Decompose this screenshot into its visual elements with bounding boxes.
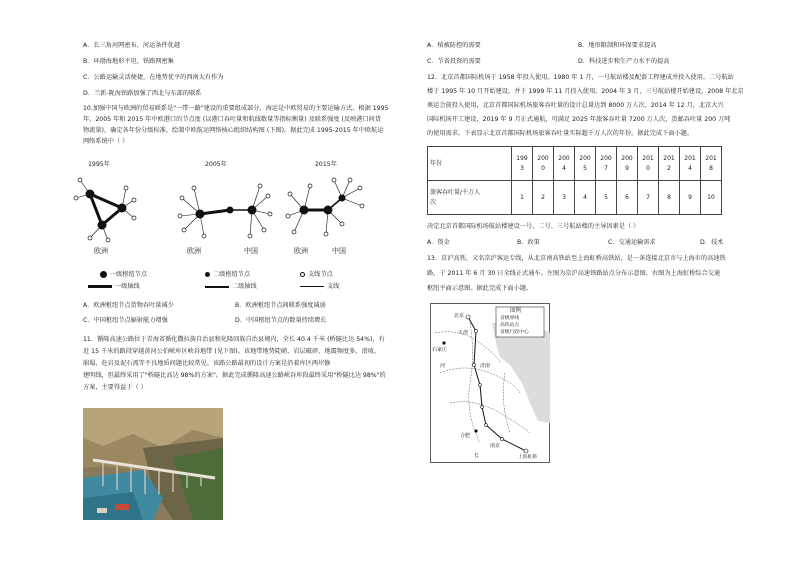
legend-node-2: 二级枢纽节点 [205,270,250,280]
q12-prompt: 决定北京首都国际机场航站楼建设一号、二号、三号航站楼的主导因素是（ ） [427,223,640,230]
map-label-jinan: 济南 [480,363,491,369]
legend-line-1: 一级轴线 [88,282,140,292]
q10-option-b[interactable]: B．欧洲枢纽节点间联系强度减弱 [235,302,326,309]
q10-option-a[interactable]: A．欧洲枢纽节点货物吞吐量减少 [83,302,174,309]
map-label-beijing: 北京 [454,313,465,319]
q10-option-c[interactable]: C．中国枢纽节点辐射能力增强 [83,317,168,324]
q11-line-4: 建明线，但最终采用了"桥隧比高达 98%的方案"。据此完成循隆高速公路峡谷库段最终采用"桥隧比达 98%"的 [83,372,386,379]
region-china-2015: 中国 [332,247,346,255]
q12-option-d[interactable]: D．技术 [700,239,724,246]
map-label-he: 河 [440,363,446,369]
q13-line-1: 13．京沪高铁，又名京沪客运专线，从北京南高铁站至上海虹桥高铁站，是一条连接北京市与上海市的高速铁 [427,255,726,262]
region-china-2005: 中国 [244,247,258,255]
value-cell: 5 [596,181,617,215]
q10-option-d[interactable]: D．中国枢纽节点的数量持续增长 [235,317,327,324]
right-column [410,0,794,562]
value-cell: 9 [680,181,701,215]
q11-option-d[interactable]: D．科技进步和生产力水平的提高 [578,58,670,65]
year-cell: 199 3 [512,147,533,181]
q10-line-1: 10.加强中国与欧洲的贸易联系是"一带一路"建设的重要组成部分，海运是中欧贸易的主要运输方式。根据 1995 [83,105,389,112]
map-label-chang: 长 [474,453,480,459]
q11-line-3: 崩塌、危岩及泥石流等不良地质问题比较常见。该路公路最初的设计方案是沿着库区两岸修 [83,360,331,367]
node-level1-icon [100,271,107,278]
table-row [428,181,722,215]
q12-option-c[interactable]: C．交通运输需求 [608,239,656,246]
q11-line-2: 近 15 千米的路段穿越黄河公伯峡库区峡谷地带 (见下图)。该地带地势陡峭、岩层破碎、地震频度多，滑坡、 [83,348,381,355]
q12-line-5: 的使用需求。下表显示北京首都国际机场旅客吞吐量实际超千万人次的年份。据此完成下面小题。 [427,130,694,137]
q12-line-4: 国际机场开工建设，2019 年 9 月正式通航，可满足 2025 年旅客吞吐量 7200 万人次，货邮吞吐量 200 万吨 [427,116,731,123]
q12-option-b[interactable]: B．政策 [517,239,540,246]
map-legend-title: 图例 [510,308,522,314]
region-europe-1995: 欧洲 [94,247,108,255]
year-cell: 200 9 [617,147,638,181]
q10-line-2: 年、2005 年和 2015 年中欧港口的节点度 (以港口吞吐量和航线数量等指标衡量) 及联系强度 (反映港口间货 [83,116,382,123]
viaduct-photo [83,408,223,520]
graph-2015 [286,178,364,236]
q11-option-a[interactable]: A．植被防控的需要 [427,42,481,49]
option-d-top[interactable]: D．兰新-陇海铁路加强了西北与东部的联系 [83,90,202,97]
year-cell: 201 8 [701,147,722,181]
q11-line-5: 方案，主要得益于（ ） [83,384,147,391]
value-cell: 10 [701,181,722,215]
q13-line-2: 路，于 2011 年 6 月 30 日全线正式通车。左图为京沪高速铁路站点分布示意图，右图为上海虹桥综合交通 [427,270,721,277]
node-level2-icon [205,272,210,277]
option-c-top[interactable]: C．公路运输灵活便捷，在地势优平的西南大有作为 [83,74,224,81]
year-label-2005: 2005年 [205,161,227,168]
year-cell: 200 4 [554,147,575,181]
q13-line-3: 枢纽平面示意图。据此完成下面小题。 [427,285,533,292]
table-header-passengers: 旅客吞吐量/千万人 次 [428,181,512,215]
legend-node-3: 支线节点 [300,270,333,280]
table-header-year: 年份 [428,147,512,181]
network-graphs [72,158,392,258]
table-row [428,147,722,181]
year-label-2015: 2015年 [315,161,337,168]
branch-line-icon [300,286,324,287]
railway-map [430,303,550,463]
q12-option-a[interactable]: A．资金 [427,239,450,246]
node-branch-icon [300,272,305,277]
region-europe-2015: 欧洲 [294,247,308,255]
year-cell: 200 5 [575,147,596,181]
diagram-legend [100,270,400,296]
legend-line-3: 支线 [300,282,339,292]
value-cell: 6 [617,181,638,215]
network-diagram [72,158,392,258]
q11-option-c[interactable]: C．节省投资的需要 [427,58,481,65]
map-label-hefei: 合肥 [460,433,471,439]
option-b-top[interactable]: B．环渤海地形平坦，铁路网密集 [83,58,174,65]
map-label-tianjin: 天津 [458,330,469,336]
q12-line-3: 奥运会前投入使用，北京首都国际机场旅客吞吐量的设计总量达到 8000 万人次。2014 年 12 月，北京大兴 [427,102,724,109]
value-cell: 2 [533,181,554,215]
legend-node-1: 一级枢纽节点 [100,270,147,280]
map-label-shijiazhuang: 石家庄 [432,347,448,353]
option-a-top[interactable]: A．长三角河网密布，河运条件优越 [83,42,181,49]
value-cell: 4 [575,181,596,215]
year-cell: 201 4 [680,147,701,181]
q11-line-1: 11．循隆高速公路位于青海省循化撒拉族自治县和化隆回族自治县境内，全长 40.4 千米 (桥隧比达 54%)，有 [83,336,385,343]
value-cell: 7 [638,181,659,215]
value-cell: 8 [659,181,680,215]
q11-option-b[interactable]: B．地形限制和环保要求提高 [578,42,657,49]
value-cell: 3 [554,181,575,215]
year-cell: 201 0 [638,147,659,181]
graph-1995 [74,178,136,242]
map-drawing [430,303,550,463]
graph-2005 [178,184,272,238]
axis-level2-icon [205,286,229,288]
year-cell: 200 7 [596,147,617,181]
axis-level1-icon [88,285,112,288]
year-cell: 201 2 [659,147,680,181]
year-label-1995: 1995年 [88,161,110,168]
canyon-bridge-illustration [83,408,223,520]
year-cell: 200 0 [533,147,554,181]
map-label-hongqiao: 上海虹桥 [518,455,538,460]
map-label-nanjing: 南京 [490,443,501,449]
map-legend-capital: 省级行政中心 [500,330,529,335]
value-cell: 1 [512,181,533,215]
map-legend-station: 高铁站点 [500,323,520,328]
q12-line-2: 楼于 1995 年 10 月开始建设，并于 1999 年 11 月投入使用。2004 年 3 月，三号航站楼开始建设，2008 年北京 [427,88,744,95]
legend-line-2: 二级轴线 [205,282,257,292]
map-legend-border: 省级界线 [500,316,520,321]
passenger-table [427,146,722,215]
region-europe-2005: 欧洲 [187,247,201,255]
q12-line-1: 12．北京首都国际机场于 1958 年投入使用。1980 年 1 月，一号航站楼及配套工程建成并投入使用。二号航站 [427,74,734,81]
q10-line-3: 物流量)，确定各年份分级标准，绘制中欧航运网络核心组织结构图 (下图)。据此完成 1995-2015 年中欧航运 [83,127,384,134]
q10-line-4: 网络系统中（ ） [83,138,129,145]
